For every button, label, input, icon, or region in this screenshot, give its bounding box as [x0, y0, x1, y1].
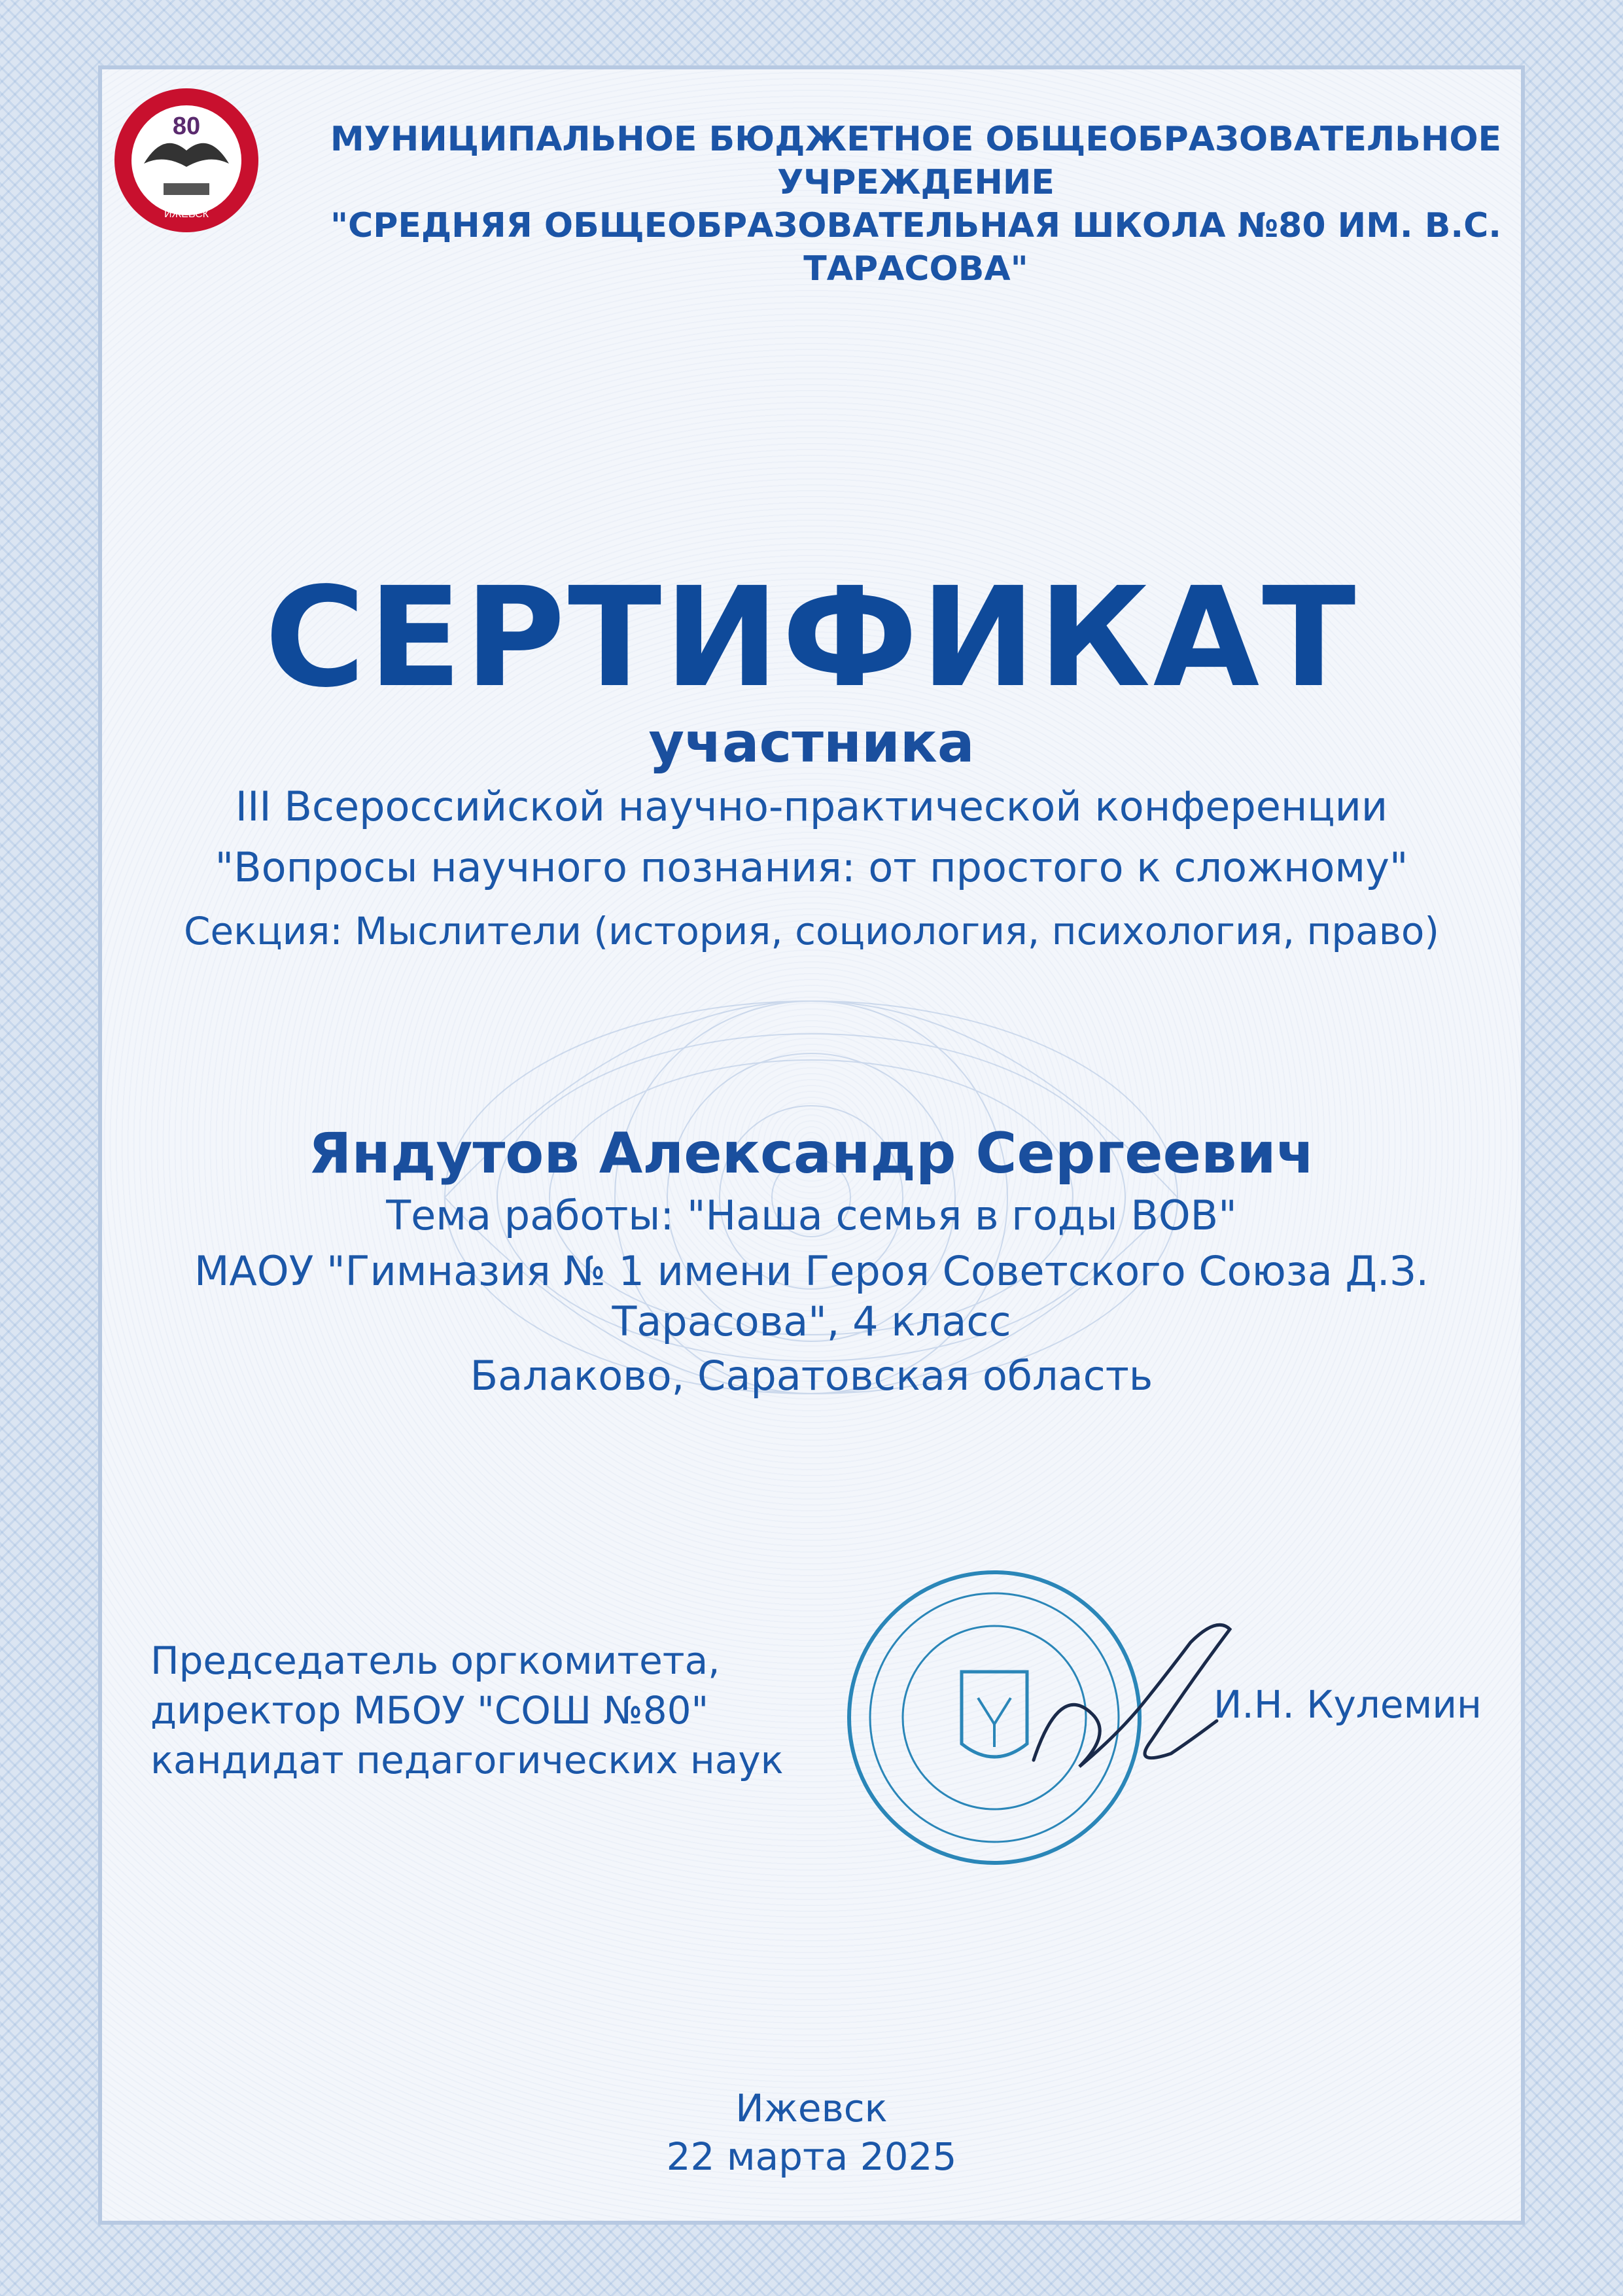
emblem-number: 80	[172, 113, 201, 140]
certificate-subtitle: участника	[648, 711, 975, 775]
signatory-title-line-1: Председатель оргкомитета,	[150, 1638, 720, 1683]
participant-location: Балаково, Саратовская область	[470, 1352, 1153, 1400]
section-line: Секция: Мыслители (история, социология, психология, право)	[183, 909, 1440, 953]
organization-line-1: МУНИЦИПАЛЬНОЕ БЮДЖЕТНОЕ ОБЩЕОБРАЗОВАТЕЛЬНОЕ УЧРЕЖДЕНИЕ	[330, 120, 1502, 202]
signature	[1021, 1603, 1243, 1799]
school-emblem	[111, 85, 262, 236]
organization-line-2: "СРЕДНЯЯ ОБЩЕОБРАЗОВАТЕЛЬНАЯ ШКОЛА №80 ИМ. В.С. ТАРАСОВА"	[330, 206, 1502, 289]
signatory-title-line-2: директор МБОУ "СОШ №80"	[150, 1688, 709, 1733]
signatory-title	[150, 1636, 805, 1785]
signatory-name: И.Н. Кулемин	[1213, 1682, 1482, 1727]
participant-name: Яндутов Александр Сергеевич	[308, 1121, 1315, 1186]
event-line-1: III Всероссийской научно-практической конференции	[235, 783, 1388, 830]
participant-school-line-2: Тарасова", 4 класс	[612, 1298, 1011, 1345]
footer-city: Ижевск	[735, 2086, 888, 2130]
participant-topic: Тема работы: "Наша семья в годы ВОВ"	[386, 1192, 1237, 1239]
participant-school-line-1: МАОУ "Гимназия № 1 имени Героя Советского Союза Д.З.	[194, 1247, 1429, 1295]
footer	[0, 2084, 1623, 2181]
certificate-title: СЕРТИФИКАТ	[264, 557, 1359, 718]
footer-date: 22 марта 2025	[666, 2134, 957, 2179]
emblem-city: ИЖЕВСК	[164, 209, 209, 220]
event-line-2: "Вопросы научного познания: от простого к сложному"	[215, 843, 1408, 891]
signatory-title-line-3: кандидат педагогических наук	[150, 1738, 784, 1782]
organization-name	[275, 118, 1557, 291]
